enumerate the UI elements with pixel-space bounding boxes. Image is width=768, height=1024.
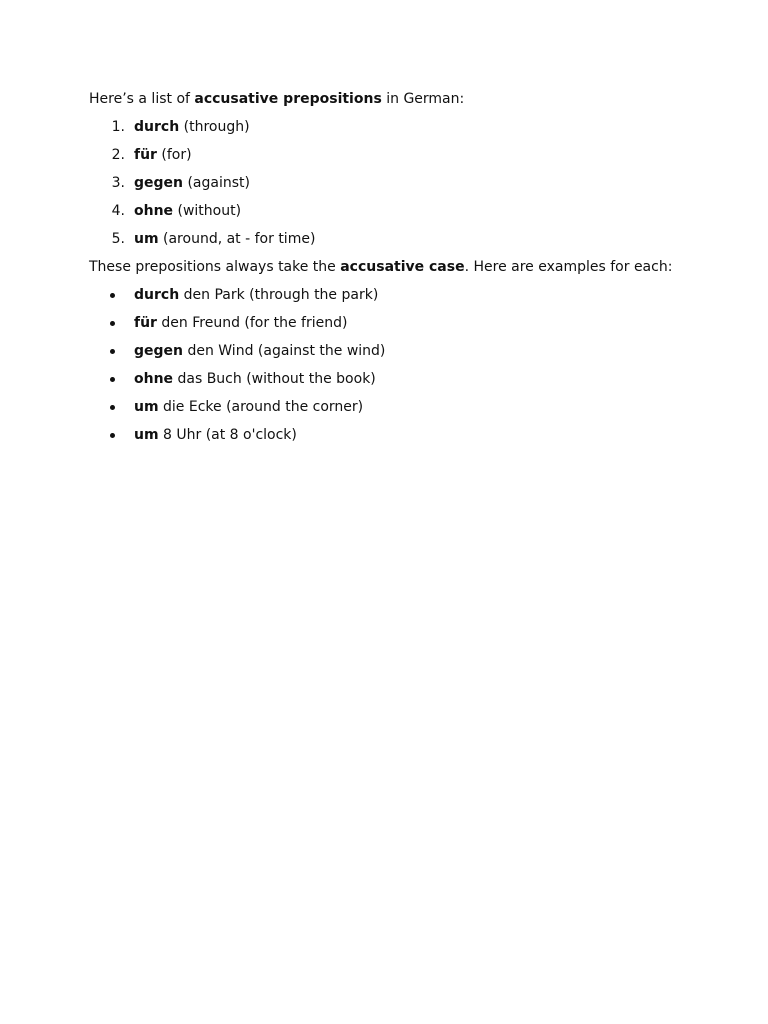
prepositions-list [89, 117, 729, 257]
example-word: gegen [134, 343, 183, 359]
example-word: für [134, 315, 157, 331]
list-item [89, 117, 729, 145]
example-word: ohne [134, 371, 174, 387]
example-text: den Wind (against the wind) [183, 343, 386, 359]
preposition-meaning: (against) [183, 175, 250, 191]
list-number: 4. [111, 203, 125, 219]
list-number: 2. [111, 147, 125, 163]
preposition-word: für [134, 147, 157, 163]
example-word: um [134, 427, 159, 443]
example-text: den Freund (for the friend) [156, 315, 348, 331]
list-item [89, 369, 729, 397]
preposition-word: durch [134, 119, 180, 135]
intro-bold-term: accusative prepositions [194, 91, 382, 107]
preposition-meaning: (around, at - for time) [158, 231, 316, 247]
bullet-icon [110, 377, 115, 382]
bullet-icon [110, 405, 115, 410]
example-text: die Ecke (around the corner) [158, 399, 364, 415]
bullet-icon [110, 433, 115, 438]
bullet-icon [110, 293, 115, 298]
example-text: das Buch (without the book) [173, 371, 376, 387]
list-item [89, 397, 729, 425]
example-word: durch [134, 287, 180, 303]
list-item [89, 285, 729, 313]
preposition-word: gegen [134, 175, 183, 191]
intro-prefix: Here’s a list of [89, 91, 195, 107]
preposition-meaning: (through) [179, 119, 250, 135]
list-item [89, 425, 729, 453]
list-number: 1. [111, 119, 125, 135]
example-word: um [134, 399, 159, 415]
bullet-icon [110, 349, 115, 354]
preposition-word: ohne [134, 203, 174, 219]
examples-intro-bold-term: accusative case [340, 259, 465, 275]
intro-suffix: in German: [381, 91, 465, 107]
preposition-meaning: (for) [156, 147, 192, 163]
preposition-word: um [134, 231, 159, 247]
example-text: 8 Uhr (at 8 o'clock) [158, 427, 297, 443]
bullet-icon [110, 321, 115, 326]
list-item [89, 229, 729, 257]
list-item [89, 145, 729, 173]
list-item [89, 341, 729, 369]
examples-intro-prefix: These prepositions always take the [89, 259, 341, 275]
example-text: den Park (through the park) [179, 287, 379, 303]
examples-list [89, 285, 729, 453]
examples-intro-paragraph [89, 257, 729, 285]
examples-intro-suffix: . Here are examples for each: [464, 259, 673, 275]
list-number: 3. [111, 175, 125, 191]
intro-paragraph [89, 89, 729, 117]
preposition-meaning: (without) [173, 203, 242, 219]
list-item [89, 173, 729, 201]
list-item [89, 313, 729, 341]
list-item [89, 201, 729, 229]
list-number: 5. [111, 231, 125, 247]
document-body [89, 89, 729, 453]
